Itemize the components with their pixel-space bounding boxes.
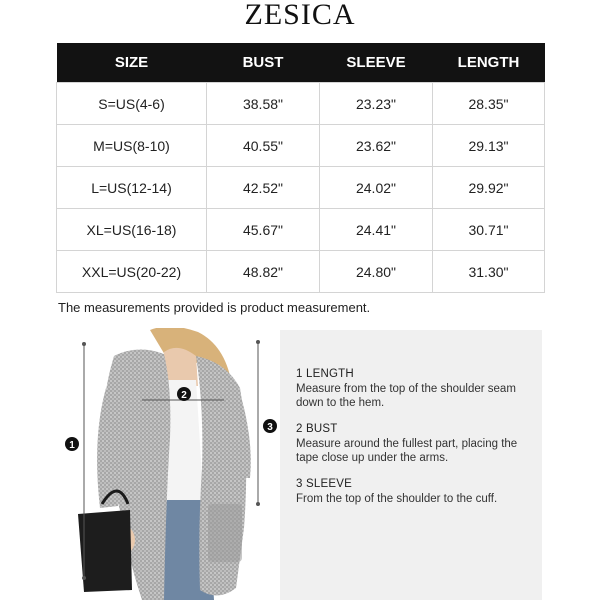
- marker-2-label: 2: [181, 390, 187, 401]
- header-length: LENGTH: [433, 43, 545, 83]
- cell-length: 31.30": [433, 251, 545, 293]
- cell-sleeve: 23.62": [320, 125, 433, 167]
- cell-sleeve: 23.23": [320, 83, 433, 125]
- brand-logo: ZESICA: [244, 0, 356, 31]
- table-row: [57, 83, 545, 125]
- sleeve-guide-bottom: [256, 502, 260, 506]
- header-bust: BUST: [207, 43, 320, 83]
- marker-1-label: 1: [69, 440, 75, 451]
- measurement-length: [296, 367, 536, 411]
- cell-size: S=US(4-6): [57, 83, 207, 125]
- measurement-sleeve-desc: From the top of the shoulder to the cuff.: [296, 492, 498, 505]
- cell-sleeve: 24.41": [320, 209, 433, 251]
- cell-size: XXL=US(20-22): [57, 251, 207, 293]
- cell-sleeve: 24.80": [320, 251, 433, 293]
- table-row: [57, 125, 545, 167]
- model-photo: [58, 328, 278, 600]
- size-chart-table: [56, 43, 545, 293]
- cell-length: 30.71": [433, 209, 545, 251]
- table-header-row: [57, 43, 545, 83]
- cell-length: 29.92": [433, 167, 545, 209]
- measurement-guide-panel: [280, 330, 542, 600]
- cell-bust: 38.58": [207, 83, 320, 125]
- handbag: [78, 510, 132, 592]
- measurement-bust: [296, 422, 536, 466]
- table-row: [57, 209, 545, 251]
- length-guide-top: [82, 342, 86, 346]
- cell-sleeve: 24.02": [320, 167, 433, 209]
- cell-length: 28.35": [433, 83, 545, 125]
- cell-bust: 40.55": [207, 125, 320, 167]
- marker-3-label: 3: [267, 422, 273, 433]
- cell-bust: 48.82": [207, 251, 320, 293]
- cell-bust: 42.52": [207, 167, 320, 209]
- measurement-bust-title: 2 BUST: [296, 423, 338, 435]
- measurement-bust-desc: Measure around the fullest part, placing the tape close up under the arms.: [296, 437, 518, 464]
- pocket: [208, 504, 242, 562]
- cell-size: L=US(12-14): [57, 167, 207, 209]
- cell-size: M=US(8-10): [57, 125, 207, 167]
- measurement-sleeve: [296, 477, 536, 506]
- header-sleeve: SLEEVE: [320, 43, 433, 83]
- cell-size: XL=US(16-18): [57, 209, 207, 251]
- measurement-length-title: 1 LENGTH: [296, 368, 354, 380]
- header-size: SIZE: [57, 43, 207, 83]
- measurement-sleeve-title: 3 SLEEVE: [296, 478, 352, 490]
- sleeve-guide-top: [256, 340, 260, 344]
- table-row: [57, 167, 545, 209]
- measurement-length-desc: Measure from the top of the shoulder seam down to the hem.: [296, 382, 516, 409]
- table-row: [57, 251, 545, 293]
- measurement-note: The measurements provided is product measurement.: [58, 300, 371, 315]
- cell-bust: 45.67": [207, 209, 320, 251]
- cell-length: 29.13": [433, 125, 545, 167]
- length-guide-bottom: [82, 576, 86, 580]
